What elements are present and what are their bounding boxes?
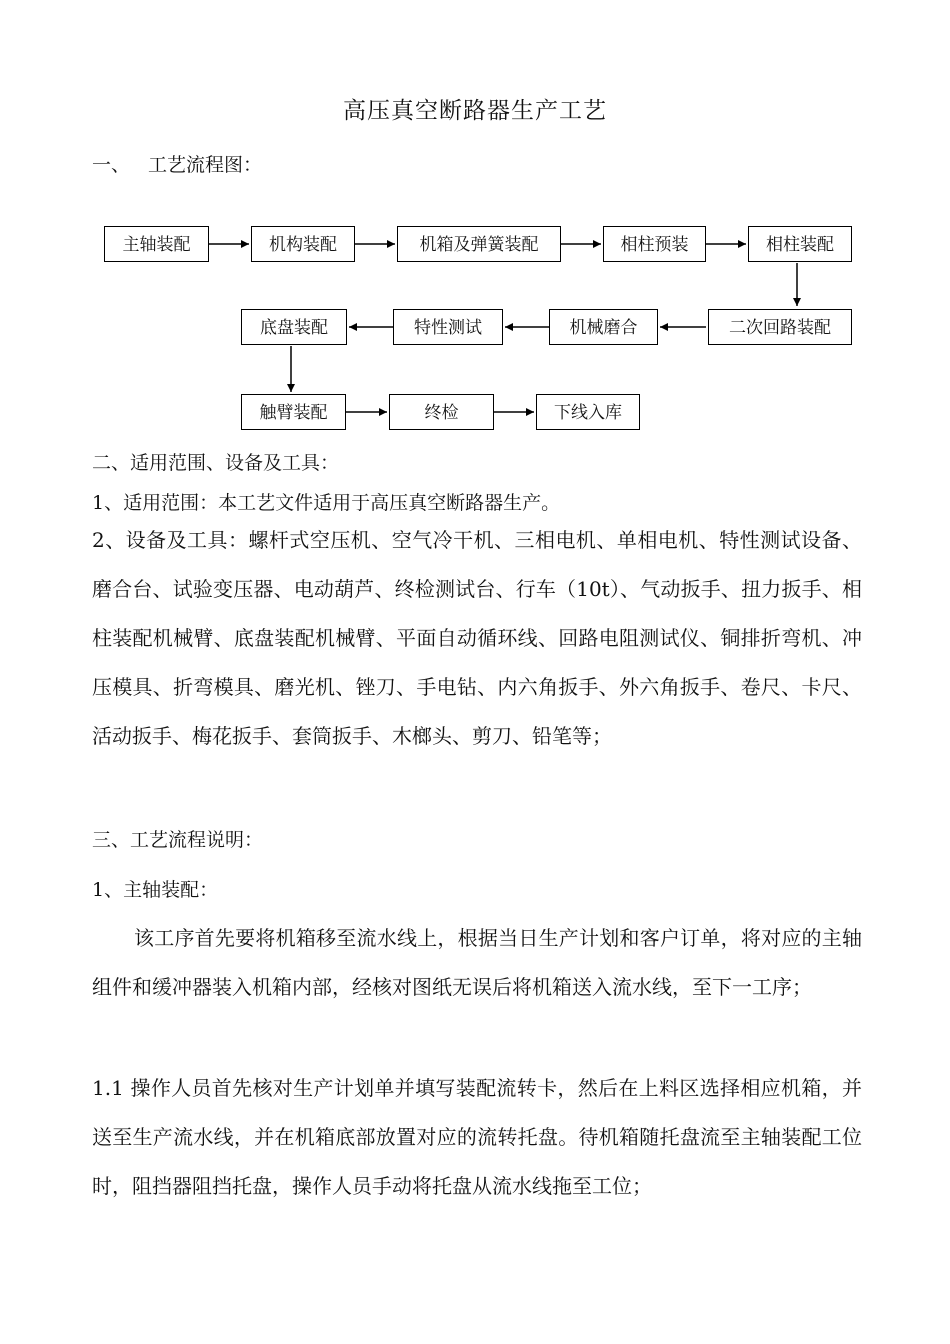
flow-step-chassis-assembly: 底盘装配 [241, 309, 347, 345]
scope-paragraph: 1、适用范围：本工艺文件适用于高压真空断路器生产。 [92, 492, 561, 514]
flow-step-characteristic-test: 特性测试 [393, 309, 503, 345]
flow-arrows [0, 0, 950, 440]
section-2-heading: 二、适用范围、设备及工具： [92, 452, 340, 474]
flow-step-warehousing: 下线入库 [536, 394, 640, 430]
flow-step-mechanical-runin: 机械磨合 [549, 309, 658, 345]
flow-step-final-inspection: 终检 [389, 394, 494, 430]
flow-step-spindle-assembly: 主轴装配 [104, 226, 209, 262]
section-3-heading: 三、工艺流程说明： [92, 829, 264, 851]
process-flow-diagram [0, 0, 950, 440]
section-1-number: 一、 [92, 154, 131, 176]
step-1-intro-paragraph: 该工序首先要将机箱移至流水线上，根据当日生产计划和客户订单，将对应的主轴组件和缓冲器装入机箱内部，经核对图纸无误后将机箱送入流水线，至下一工序； [92, 926, 862, 999]
flow-step-contact-arm-assembly: 触臂装配 [241, 394, 346, 430]
section-1-label: 工艺流程图： [148, 154, 263, 176]
step-1-1-paragraph: 1.1 操作人员首先核对生产计划单并填写装配流转卡，然后在上料区选择相应机箱，并送至生产流水线，并在机箱底部放置对应的流转托盘。待机箱随托盘流至主轴装配工位时，阻挡器阻挡托盘，操作人员手动将托盘从流水线拖至工位； [92, 1076, 862, 1198]
flow-step-cabinet-spring-assembly: 机箱及弹簧装配 [397, 226, 561, 262]
flow-step-secondary-circuit: 二次回路装配 [708, 309, 852, 345]
flow-step-pole-preassembly: 相柱预装 [603, 226, 706, 262]
document-title: 高压真空断路器生产工艺 [343, 98, 607, 124]
flow-step-pole-assembly: 相柱装配 [748, 226, 852, 262]
equipment-paragraph: 2、设备及工具：螺杆式空压机、空气冷干机、三相电机、单相电机、特性测试设备、磨合台、试验变压器、电动葫芦、终检测试台、行车（10t）、气动扳手、扭力扳手、相柱装配机械臂、底盘装配机械臂、平面自动循环线、回路电阻测试仪、铜排折弯机、冲压模具、折弯模具、磨光机、锉刀、手电钻、内六角扳手、外六角扳手、卷尺、卡尺、活动扳手、梅花扳手、套筒扳手、木榔头、剪刀、铅笔等； [92, 528, 862, 748]
flow-step-mechanism-assembly: 机构装配 [251, 226, 355, 262]
step-1-heading: 1、主轴装配： [92, 879, 219, 901]
